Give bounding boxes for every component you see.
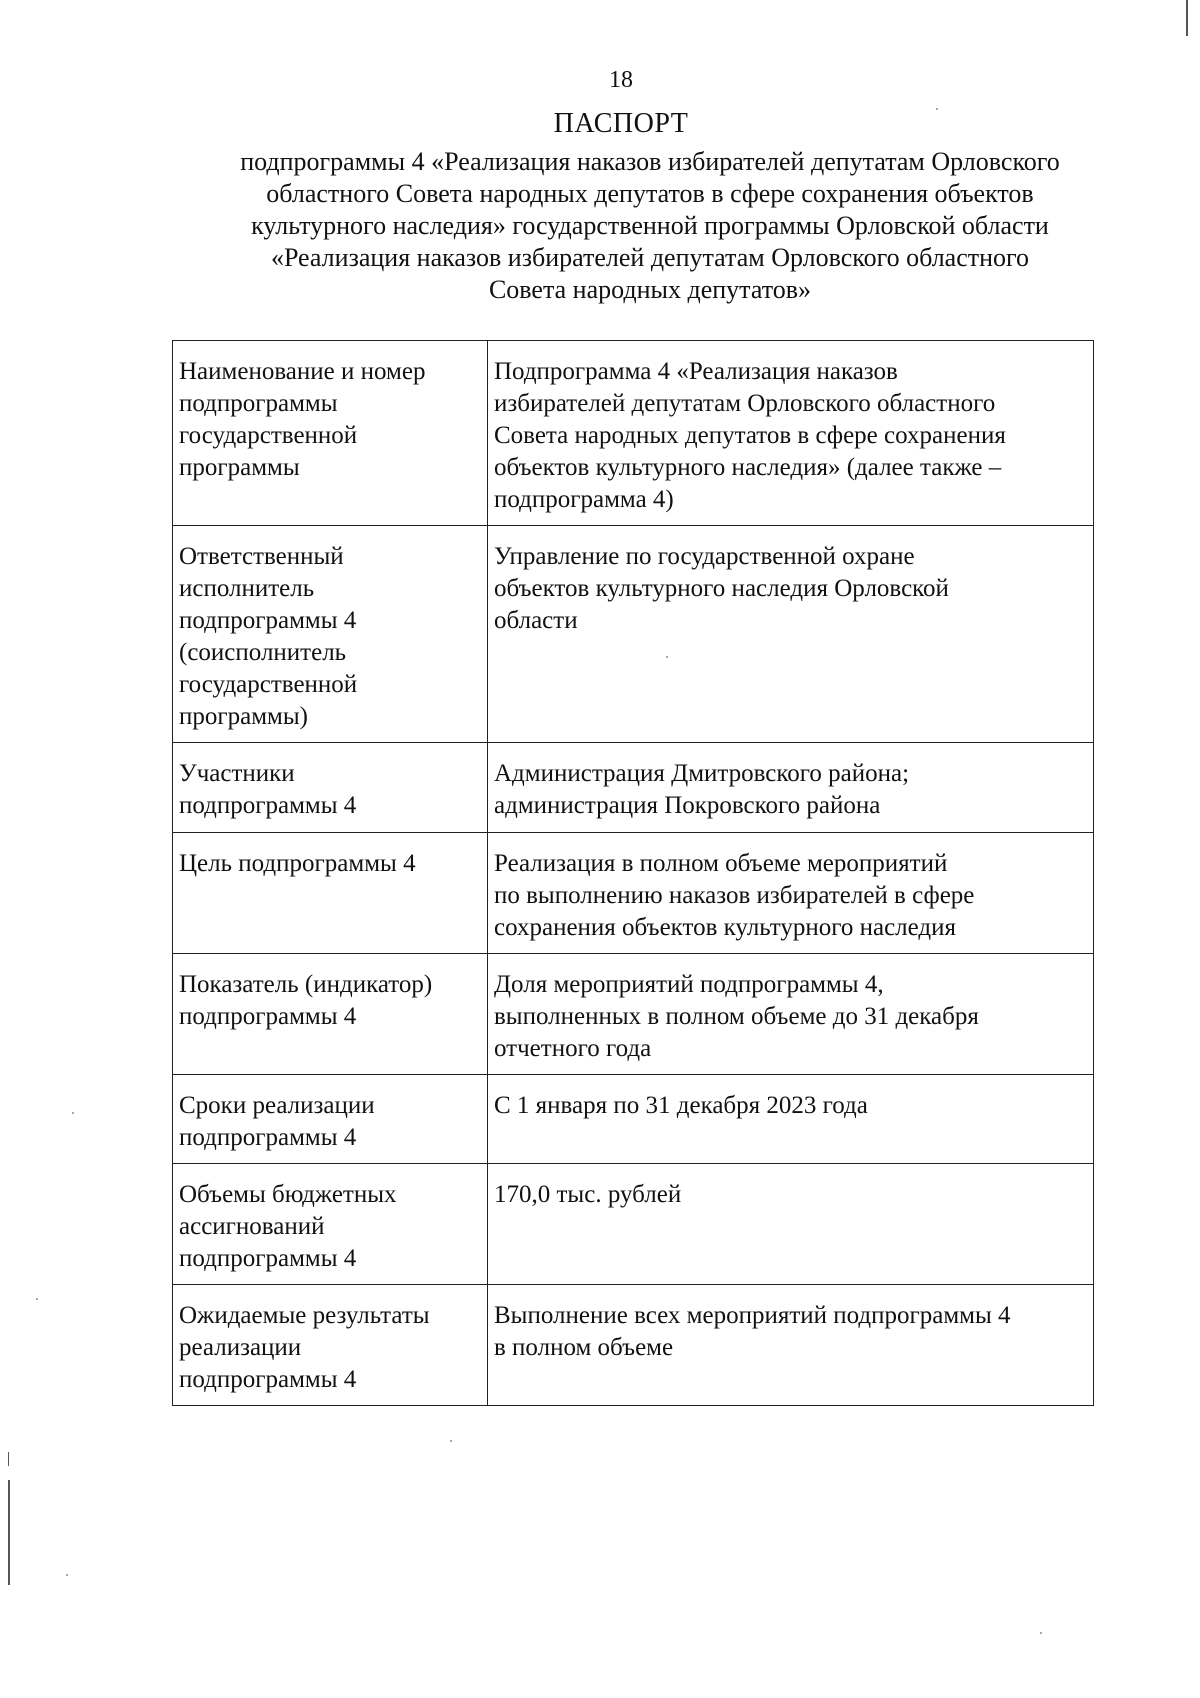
row-value-cell <box>488 1285 1094 1406</box>
table-row <box>173 341 1094 526</box>
table-row <box>173 833 1094 954</box>
row-value-cell <box>488 341 1094 526</box>
scan-speck <box>1040 1632 1042 1634</box>
scan-margin-mark <box>1186 0 1188 36</box>
row-label-cell <box>173 954 488 1075</box>
row-value: Доля мероприятий подпрограммы 4, выполненных в полном объеме до 31 декабря отчетного года <box>494 971 979 1062</box>
scan-speck <box>36 1298 38 1300</box>
table-row <box>173 1075 1094 1164</box>
scan-speck <box>66 1574 68 1576</box>
row-label: Показатель (индикатор) подпрограммы 4 <box>179 971 433 1030</box>
scan-speck <box>72 1112 74 1114</box>
document-title: ПАСПОРТ <box>553 108 689 139</box>
row-label-cell <box>173 1285 488 1406</box>
row-value-cell <box>488 526 1094 743</box>
table-row <box>173 1285 1094 1406</box>
row-value: 170,0 тыс. рублей <box>494 1181 682 1208</box>
document-subtitle <box>170 146 1130 306</box>
row-value-cell <box>488 743 1094 833</box>
row-label-cell <box>173 1164 488 1285</box>
subtitle-line: «Реализация наказов избирателей депутатам Орловского областного <box>270 243 1030 272</box>
row-value: Выполнение всех мероприятий подпрограммы 4 в полном объеме <box>494 1302 1011 1361</box>
scan-speck <box>936 108 938 110</box>
row-value: С 1 января по 31 декабря 2023 года <box>494 1092 868 1119</box>
row-label-cell <box>173 1075 488 1164</box>
table-row <box>173 526 1094 743</box>
row-label-cell <box>173 833 488 954</box>
row-value-cell <box>488 833 1094 954</box>
scan-margin-mark <box>8 1480 10 1585</box>
row-label-cell <box>173 341 488 526</box>
row-label: Объемы бюджетных ассигнований подпрограммы 4 <box>179 1181 397 1272</box>
page-number: 18 <box>609 67 633 93</box>
subtitle-line: культурного наследия» государственной программы Орловской области <box>251 211 1049 240</box>
row-label: Ожидаемые результаты реализации подпрограммы 4 <box>179 1302 430 1393</box>
scan-margin-mark <box>8 1452 9 1466</box>
row-label: Наименование и номер подпрограммы государственной программы <box>179 358 426 481</box>
subtitle-line: Совета народных депутатов» <box>488 275 812 304</box>
table-row <box>173 1164 1094 1285</box>
row-label: Участники подпрограммы 4 <box>179 760 357 819</box>
row-value: Подпрограмма 4 «Реализация наказов избирателей депутатам Орловского областного Совета народных депутатов в сфере сохранения объектов культурного наследия» (далее также – подпрограмма 4) <box>494 358 1006 513</box>
subtitle-line: областного Совета народных депутатов в сфере сохранения объектов <box>266 179 1034 208</box>
scan-speck <box>666 656 668 658</box>
row-label-cell <box>173 526 488 743</box>
table-row <box>173 954 1094 1075</box>
row-label: Ответственный исполнитель подпрограммы 4 (соисполнитель государственной программы) <box>179 543 358 730</box>
row-value: Реализация в полном объеме мероприятий по выполнению наказов избирателей в сфере сохранения объектов культурного наследия <box>494 850 975 941</box>
row-value: Управление по государственной охране объектов культурного наследия Орловской области <box>494 543 949 634</box>
row-value: Администрация Дмитровского района; администрация Покровского района <box>494 760 910 819</box>
row-label: Цель подпрограммы 4 <box>179 850 416 877</box>
passport-table <box>172 340 1094 1406</box>
row-value-cell <box>488 1075 1094 1164</box>
table-row <box>173 743 1094 833</box>
subtitle-line: подпрограммы 4 «Реализация наказов избирателей депутатам Орловского <box>240 147 1060 176</box>
row-value-cell <box>488 1164 1094 1285</box>
row-value-cell <box>488 954 1094 1075</box>
scan-speck <box>450 1440 452 1442</box>
row-label: Сроки реализации подпрограммы 4 <box>179 1092 375 1151</box>
row-label-cell <box>173 743 488 833</box>
